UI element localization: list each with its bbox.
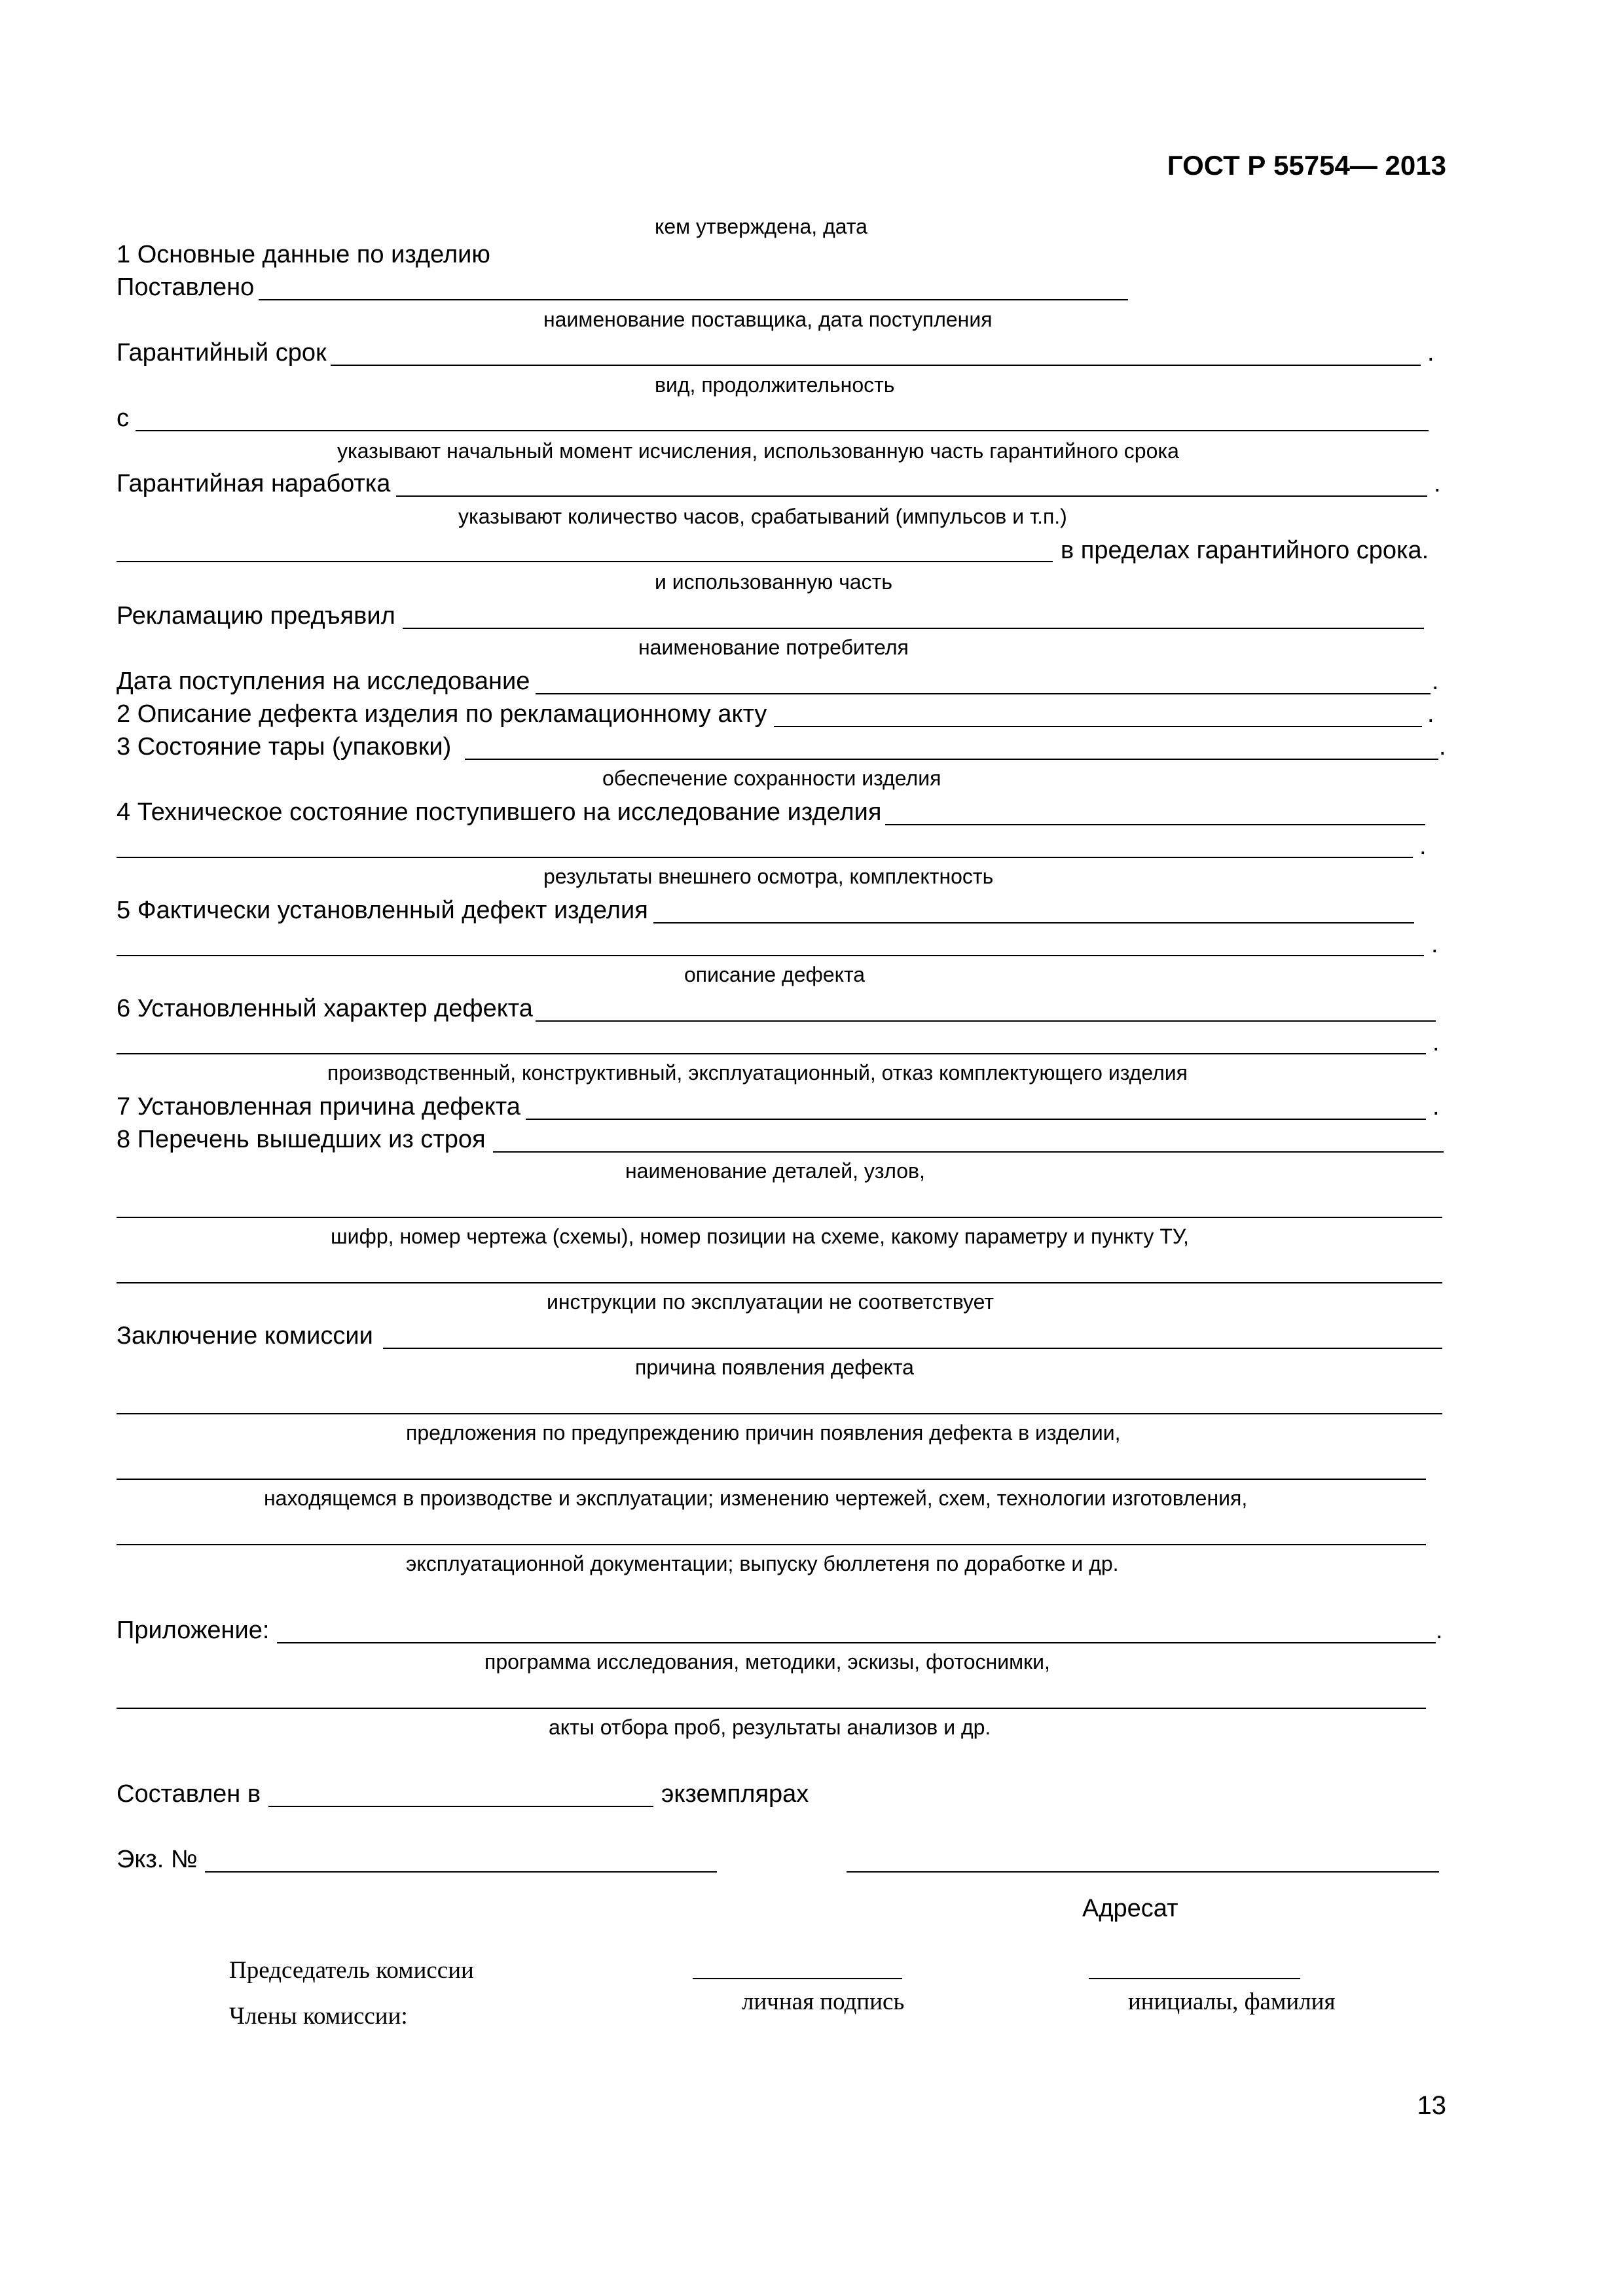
caption-defect-desc: описание дефекта	[684, 963, 866, 986]
section-4-field[interactable]	[885, 824, 1425, 825]
chairman-label: Председатель комиссии	[229, 1957, 474, 1984]
caption-samples: акты отбора проб, результаты анализов и др.	[549, 1715, 991, 1739]
conclusion-field-3[interactable]	[117, 1479, 1426, 1480]
caption-parts: наименование деталей, узлов,	[625, 1159, 925, 1183]
caption-code: шифр, номер чертежа (схемы), номер позиции на схеме, какому параметру и пункту ТУ,	[331, 1225, 1189, 1248]
appendix-field[interactable]	[277, 1642, 1436, 1643]
warranty-hours-label: Гарантийная наработка	[117, 470, 391, 497]
caption-program: программа исследования, методики, эскизы, фотоснимки,	[484, 1650, 1050, 1674]
section-4-label: 4 Техническое состояние поступившего на исследование изделия	[117, 798, 882, 826]
section-6-field-2[interactable]	[117, 1053, 1426, 1054]
section-2-label: 2 Описание дефекта изделия по рекламационному акту	[117, 700, 767, 728]
section-8-field-3[interactable]	[117, 1282, 1442, 1283]
page-number: 13	[1417, 2091, 1446, 2120]
within-warranty-label: в пределах гарантийного срока.	[1061, 537, 1429, 564]
members-label: Члены комиссии:	[229, 2003, 408, 2030]
warranty-period-field[interactable]	[331, 365, 1421, 366]
caption-production: находящемся в производстве и эксплуатации; изменению чертежей, схем, технологии изготовления,	[264, 1486, 1248, 1510]
caption-start: указывают начальный момент исчисления, использованную часть гарантийного срока	[337, 439, 1179, 463]
section-2-dot: .	[1427, 700, 1434, 728]
initials-caption: инициалы, фамилия	[1128, 1988, 1336, 2015]
addressee-field[interactable]	[847, 1871, 1439, 1873]
appendix-label: Приложение:	[117, 1617, 270, 1644]
section-3-field[interactable]	[465, 759, 1438, 760]
document-code: ГОСТ Р 55754— 2013	[1167, 150, 1446, 181]
claim-by-label: Рекламацию предъявил	[117, 602, 395, 630]
copies-count-field[interactable]	[268, 1806, 653, 1807]
appendix-dot: .	[1436, 1617, 1443, 1644]
section-6-label: 6 Установленный характер дефекта	[117, 995, 533, 1022]
period-dot: .	[1427, 339, 1434, 367]
conclusion-label: Заключение комиссии	[117, 1322, 373, 1350]
used-part-field[interactable]	[117, 561, 1053, 562]
caption-character: производственный, конструктивный, эксплуатационный, отказ комплектующего изделия	[327, 1061, 1188, 1085]
claim-by-field[interactable]	[403, 628, 1424, 629]
copies-label: экземплярах	[661, 1780, 809, 1808]
section-6-field[interactable]	[536, 1020, 1436, 1022]
section-5-dot: .	[1431, 931, 1438, 958]
chairman-initials-field[interactable]	[1089, 1978, 1300, 1979]
signature-caption: личная подпись	[742, 1988, 905, 2015]
caption-hours: указывают количество часов, срабатываний (импульсов и т.п.)	[458, 505, 1067, 528]
supplied-label: Поставлено	[117, 274, 255, 301]
supplied-field[interactable]	[259, 299, 1128, 300]
section-4-dot: .	[1419, 833, 1427, 860]
caption-used-part: и использованную часть	[655, 570, 892, 594]
received-dot: .	[1432, 668, 1439, 695]
appendix-field-2[interactable]	[117, 1708, 1426, 1709]
section-6-dot: .	[1432, 1029, 1440, 1056]
chairman-signature-field[interactable]	[693, 1978, 902, 1979]
caption-manual: инструкции по эксплуатации не соответствует	[547, 1290, 994, 1314]
section-4-field-2[interactable]	[117, 857, 1413, 858]
section-8-label: 8 Перечень вышедших из строя	[117, 1126, 486, 1153]
caption-inspection: результаты внешнего осмотра, комплектность	[543, 865, 994, 888]
addressee-label: Адресат	[1082, 1895, 1178, 1922]
received-date-field[interactable]	[536, 693, 1431, 694]
from-field[interactable]	[136, 430, 1429, 431]
section-5-label: 5 Фактически установленный дефект изделия	[117, 897, 648, 924]
section-8-field[interactable]	[493, 1151, 1444, 1153]
copy-no-label: Экз. №	[117, 1846, 198, 1873]
warranty-period-label: Гарантийный срок	[117, 339, 327, 367]
caption-approved: кем утверждена, дата	[655, 215, 867, 238]
caption-prevent: предложения по предупреждению причин появления дефекта в изделии,	[406, 1421, 1121, 1444]
section-3-dot: .	[1439, 733, 1446, 761]
section-1-title: 1 Основные данные по изделию	[117, 241, 490, 268]
warranty-hours-field[interactable]	[396, 495, 1427, 497]
from-label: с	[117, 404, 129, 432]
conclusion-field-2[interactable]	[117, 1413, 1442, 1414]
section-3-label: 3 Состояние тары (упаковки)	[117, 733, 452, 761]
caption-consumer: наименование потребителя	[638, 636, 909, 659]
received-date-label: Дата поступления на исследование	[117, 668, 530, 695]
conclusion-field[interactable]	[383, 1348, 1442, 1349]
caption-kind: вид, продолжительность	[655, 373, 895, 397]
section-7-label: 7 Установленная причина дефекта	[117, 1093, 520, 1121]
section-8-field-2[interactable]	[117, 1217, 1442, 1218]
caption-supplier: наименование поставщика, дата поступления	[543, 308, 993, 331]
section-7-dot: .	[1432, 1093, 1440, 1121]
section-2-field[interactable]	[774, 726, 1422, 727]
made-in-label: Составлен в	[117, 1780, 261, 1808]
section-7-field[interactable]	[526, 1119, 1426, 1120]
caption-safety: обеспечение сохранности изделия	[602, 766, 941, 790]
section-5-field[interactable]	[653, 922, 1414, 924]
copy-no-field[interactable]	[205, 1871, 717, 1873]
hours-dot: .	[1434, 470, 1441, 497]
caption-docs: эксплуатационной документации; выпуску бюллетеня по доработке и др.	[406, 1552, 1119, 1575]
section-5-field-2[interactable]	[117, 955, 1424, 956]
conclusion-field-4[interactable]	[117, 1544, 1426, 1545]
caption-cause: причина появления дефекта	[635, 1355, 914, 1379]
